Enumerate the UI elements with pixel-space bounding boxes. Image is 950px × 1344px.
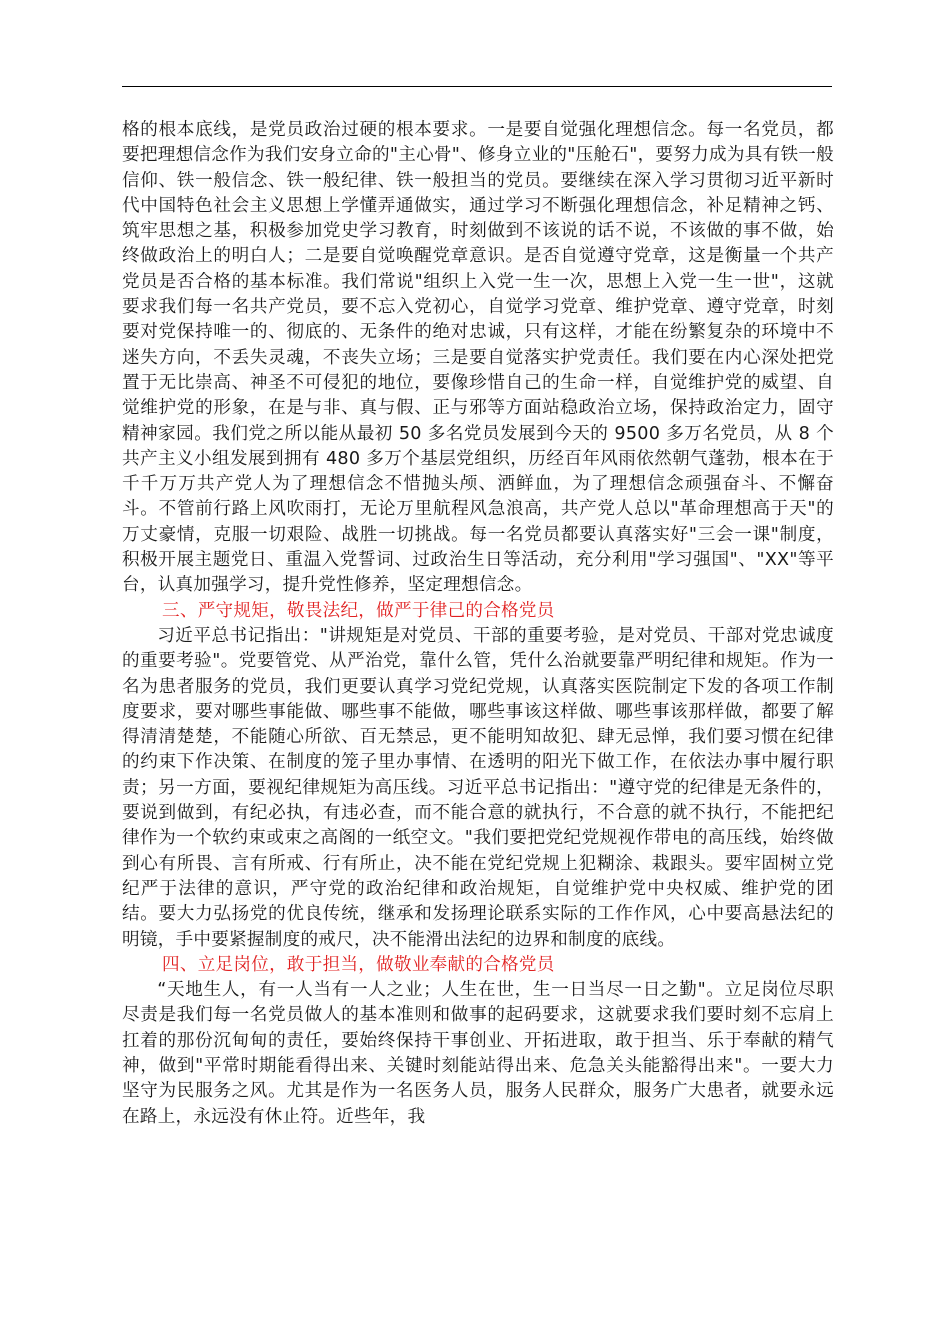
paragraph-continuation: 格的根本底线，是党员政治过硬的根本要求。一是要自觉强化理想信念。每一名党员，都要把理想信念作为我们安身立命的"主心骨"、修身立业的"压舱石"，要努力成为具有铁一般信仰、铁一般信念、铁一般纪律、铁一般担当的党员。要继续在深入学习贯彻习近平新时代中国特色社会主义思想上学懂弄通做实，通过学习不断强化理想信念，补足精神之钙、筑牢思想之基，积极参加党史学习教育，时刻做到不该说的话不说，不该做的事不做，始终做政治上的明白人；二是要自觉唤醒党章意识。是否自觉遵守党章，这是衡量一个共产党员是否合格的基本标准。我们常说"组织上入党一生一次，思想上入党一生一世"，这就要求我们每一名共产党员，要不忘入党初心，自觉学习党章、维护党章、遵守党章，时刻要对党保持唯一的、彻底的、无条件的绝对忠诚，只有这样，才能在纷繁复杂的环境中不迷失方向，不丢失灵魂，不丧失立场；三是要自觉落实护党责任。我们要在内心深处把党置于无比崇高、神圣不可侵犯的地位，要像珍惜自己的生命一样，自觉维护党的威望、自觉维护党的形象，在是与非、真与假、正与邪等方面站稳政治立场，保持政治定力，固守精神家园。我们党之所以能从最初 50 多名党员发展到今天的 9500 多万名党员，从 8 个共产主义小组发展到拥有 480 多万个基层党组织，历经百年风雨依然朝气蓬勃，根本在于千千万万共产党人为了理想信念不惜抛头颅、洒鲜血，为了理想信念顽强奋斗、不懈奋斗。不管前行路上风吹雨打，无论万里航程风急浪高，共产党人总以"革命理想高于天"的万丈豪情，克服一切艰险、战胜一切挑战。每一名党员都要认真落实好"三会一课"制度，积极开展主题党日、重温入党誓词、过政治生日等活动，充分利用"学习强国"、"XX"等平台，认真加强学习，提升党性修养，坚定理想信念。 (122, 120, 834, 596)
paragraph-responsibility: “天地生人，有一人当有一人之业；人生在世，生一日当尽一日之勤"。立足岗位尽职尽责是我们每一名党员做人的基本准则和做事的起码要求，这就要求我们要时刻不忘肩上扛着的那份沉甸甸的责任，要始终保持干事创业、开拓进取，敢于担当、乐于奉献的精气神，做到"平常时期能看得出来、关键时刻能站得出来、危急关头能豁得出来"。一要大力坚守为民服务之风。尤其是作为一名医务人员，服务人民群众，服务广大患者，就要永远在路上，永远没有休止符。近些年，我 (122, 980, 834, 1127)
header-rule (122, 86, 832, 87)
document-body (122, 118, 834, 1130)
paragraph-discipline: 习近平总书记指出："讲规矩是对党员、干部的重要考验，是对党员、干部对党忠诚度的重要考验"。党要管党、从严治党，靠什么管，凭什么治就要靠严明纪律和规矩。作为一名为患者服务的党员，我们更要认真学习党纪党规，认真落实医院制定下发的各项工作制度要求，要对哪些事能做、哪些事不能做，哪些事该这样做、哪些事该那样做，都要了解得清清楚楚，不能随心所欲、百无禁忌，更不能明知故犯、肆无忌惮，我们要习惯在纪律的约束下作决策、在制度的笼子里办事情、在透明的阳光下做工作，在依法办事中履行职责；另一方面，要视纪律规矩为高压线。习近平总书记指出："遵守党的纪律是无条件的，要说到做到，有纪必执，有违必查，而不能合意的就执行，不合意的就不执行，不能把纪律作为一个软约束或束之高阁的一纸空文。"我们要把党纪党规视作带电的高压线，始终做到心有所畏、言有所戒、行有所止，决不能在党纪党规上犯糊涂、栽跟头。要牢固树立党纪严于法律的意识，严守党的政治纪律和政治规矩，自觉维护党中央权威、维护党的团结。要大力弘扬党的优良传统，继承和发扬理论联系实际的工作作风，心中要高悬法纪的明镜，手中要紧握制度的戒尺，决不能滑出法纪的边界和制度的底线。 (122, 625, 834, 950)
section-heading-3: 三、严守规矩，敬畏法纪，做严于律己的合格党员 (162, 600, 555, 621)
section-heading-4: 四、立足岗位，敢于担当，做敬业奉献的合格党员 (162, 954, 555, 975)
